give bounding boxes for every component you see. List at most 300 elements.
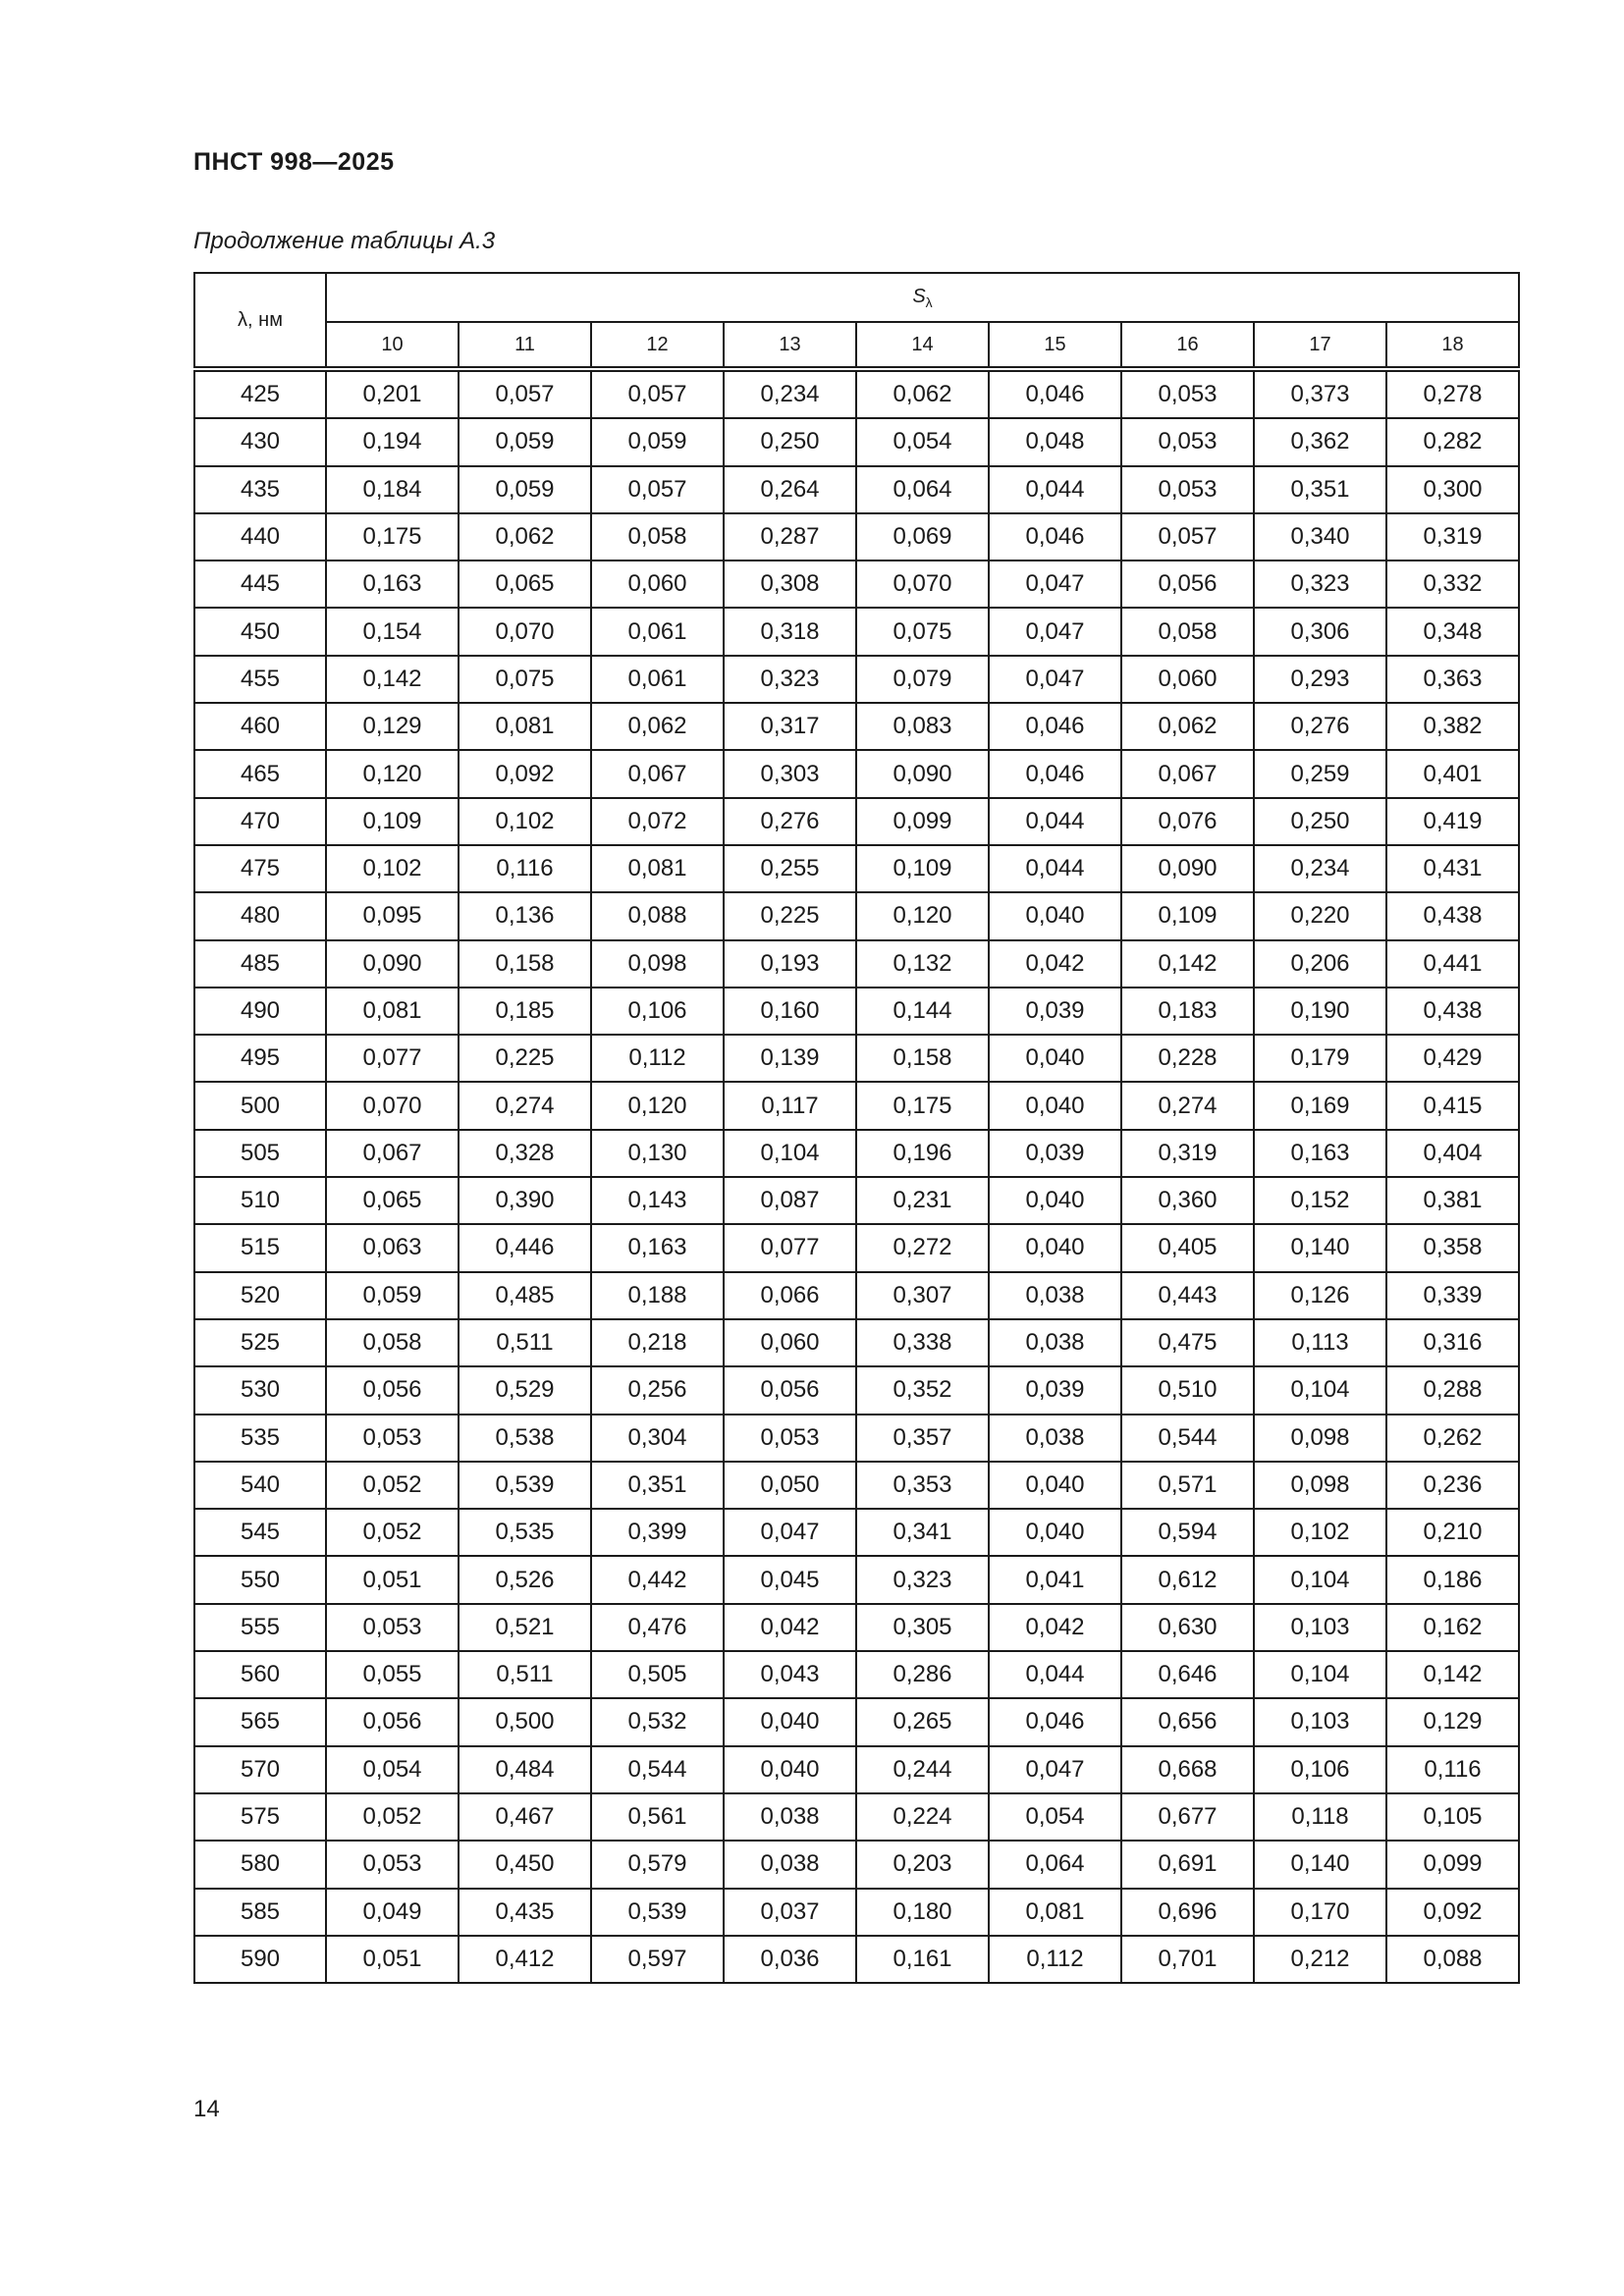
wavelength-cell: 565 <box>194 1698 326 1745</box>
value-cell: 0,062 <box>459 513 591 561</box>
value-cell: 0,038 <box>724 1841 856 1888</box>
wavelength-cell: 530 <box>194 1366 326 1414</box>
value-cell: 0,597 <box>591 1936 724 1983</box>
value-cell: 0,069 <box>856 513 989 561</box>
value-cell: 0,079 <box>856 656 989 703</box>
value-cell: 0,276 <box>724 798 856 845</box>
value-cell: 0,054 <box>989 1793 1121 1841</box>
value-cell: 0,535 <box>459 1509 591 1556</box>
value-cell: 0,061 <box>591 608 724 655</box>
value-cell: 0,510 <box>1121 1366 1254 1414</box>
value-cell: 0,040 <box>989 1035 1121 1082</box>
value-cell: 0,668 <box>1121 1746 1254 1793</box>
value-cell: 0,061 <box>591 656 724 703</box>
value-cell: 0,532 <box>591 1698 724 1745</box>
wavelength-cell: 430 <box>194 418 326 465</box>
table-row <box>194 608 1519 655</box>
value-cell: 0,063 <box>326 1224 459 1271</box>
value-cell: 0,070 <box>326 1082 459 1129</box>
value-cell: 0,088 <box>1386 1936 1519 1983</box>
value-cell: 0,511 <box>459 1651 591 1698</box>
value-cell: 0,041 <box>989 1556 1121 1603</box>
value-cell: 0,194 <box>326 418 459 465</box>
wavelength-cell: 580 <box>194 1841 326 1888</box>
value-cell: 0,152 <box>1254 1177 1386 1224</box>
value-cell: 0,129 <box>1386 1698 1519 1745</box>
value-cell: 0,106 <box>591 988 724 1035</box>
value-cell: 0,319 <box>1386 513 1519 561</box>
value-cell: 0,161 <box>856 1936 989 1983</box>
table-row <box>194 1462 1519 1509</box>
value-cell: 0,539 <box>459 1462 591 1509</box>
value-cell: 0,064 <box>856 466 989 513</box>
value-cell: 0,332 <box>1386 561 1519 608</box>
document-code: ПНСТ 998—2025 <box>193 148 395 176</box>
value-cell: 0,212 <box>1254 1936 1386 1983</box>
table-row <box>194 1793 1519 1841</box>
value-cell: 0,405 <box>1121 1224 1254 1271</box>
value-cell: 0,047 <box>724 1509 856 1556</box>
column-header-10: 10 <box>326 322 459 369</box>
value-cell: 0,184 <box>326 466 459 513</box>
value-cell: 0,053 <box>326 1604 459 1651</box>
value-cell: 0,109 <box>856 845 989 892</box>
value-cell: 0,511 <box>459 1319 591 1366</box>
value-cell: 0,256 <box>591 1366 724 1414</box>
value-cell: 0,075 <box>856 608 989 655</box>
value-cell: 0,047 <box>989 1746 1121 1793</box>
value-cell: 0,163 <box>1254 1130 1386 1177</box>
value-cell: 0,143 <box>591 1177 724 1224</box>
value-cell: 0,038 <box>989 1415 1121 1462</box>
value-cell: 0,265 <box>856 1698 989 1745</box>
value-cell: 0,104 <box>724 1130 856 1177</box>
value-cell: 0,103 <box>1254 1604 1386 1651</box>
wavelength-cell: 440 <box>194 513 326 561</box>
column-header-14: 14 <box>856 322 989 369</box>
value-cell: 0,475 <box>1121 1319 1254 1366</box>
value-cell: 0,054 <box>856 418 989 465</box>
value-cell: 0,129 <box>326 703 459 750</box>
value-cell: 0,390 <box>459 1177 591 1224</box>
table-row <box>194 1272 1519 1319</box>
value-cell: 0,060 <box>1121 656 1254 703</box>
table-row <box>194 703 1519 750</box>
value-cell: 0,062 <box>1121 703 1254 750</box>
value-cell: 0,048 <box>989 418 1121 465</box>
value-cell: 0,274 <box>1121 1082 1254 1129</box>
spectral-group-subscript: λ <box>925 294 933 310</box>
value-cell: 0,055 <box>326 1651 459 1698</box>
wavelength-cell: 450 <box>194 608 326 655</box>
value-cell: 0,323 <box>1254 561 1386 608</box>
value-cell: 0,236 <box>1386 1462 1519 1509</box>
table-row <box>194 1319 1519 1366</box>
value-cell: 0,467 <box>459 1793 591 1841</box>
wavelength-cell: 505 <box>194 1130 326 1177</box>
value-cell: 0,352 <box>856 1366 989 1414</box>
value-cell: 0,039 <box>989 988 1121 1035</box>
value-cell: 0,053 <box>1121 369 1254 418</box>
value-cell: 0,066 <box>724 1272 856 1319</box>
value-cell: 0,102 <box>326 845 459 892</box>
value-cell: 0,701 <box>1121 1936 1254 1983</box>
value-cell: 0,059 <box>459 418 591 465</box>
value-cell: 0,250 <box>724 418 856 465</box>
value-cell: 0,036 <box>724 1936 856 1983</box>
value-cell: 0,328 <box>459 1130 591 1177</box>
value-cell: 0,244 <box>856 1746 989 1793</box>
spectral-group-symbol: S <box>912 285 926 307</box>
value-cell: 0,206 <box>1254 940 1386 988</box>
column-header-13: 13 <box>724 322 856 369</box>
value-cell: 0,053 <box>1121 466 1254 513</box>
value-cell: 0,677 <box>1121 1793 1254 1841</box>
value-cell: 0,339 <box>1386 1272 1519 1319</box>
value-cell: 0,083 <box>856 703 989 750</box>
value-cell: 0,160 <box>724 988 856 1035</box>
value-cell: 0,338 <box>856 1319 989 1366</box>
value-cell: 0,154 <box>326 608 459 655</box>
column-header-15: 15 <box>989 322 1121 369</box>
value-cell: 0,401 <box>1386 750 1519 797</box>
value-cell: 0,360 <box>1121 1177 1254 1224</box>
value-cell: 0,300 <box>1386 466 1519 513</box>
value-cell: 0,092 <box>459 750 591 797</box>
value-cell: 0,500 <box>459 1698 591 1745</box>
value-cell: 0,142 <box>1121 940 1254 988</box>
value-cell: 0,317 <box>724 703 856 750</box>
value-cell: 0,057 <box>459 369 591 418</box>
value-cell: 0,052 <box>326 1509 459 1556</box>
wavelength-cell: 500 <box>194 1082 326 1129</box>
wavelength-cell: 535 <box>194 1415 326 1462</box>
value-cell: 0,038 <box>989 1272 1121 1319</box>
value-cell: 0,109 <box>326 798 459 845</box>
value-cell: 0,163 <box>591 1224 724 1271</box>
table-row <box>194 561 1519 608</box>
value-cell: 0,175 <box>856 1082 989 1129</box>
value-cell: 0,382 <box>1386 703 1519 750</box>
value-cell: 0,278 <box>1386 369 1519 418</box>
value-cell: 0,293 <box>1254 656 1386 703</box>
value-cell: 0,381 <box>1386 1177 1519 1224</box>
value-cell: 0,144 <box>856 988 989 1035</box>
value-cell: 0,047 <box>989 561 1121 608</box>
value-cell: 0,140 <box>1254 1224 1386 1271</box>
wavelength-cell: 540 <box>194 1462 326 1509</box>
table-row <box>194 1936 1519 1983</box>
table-row <box>194 1651 1519 1698</box>
table-row <box>194 1035 1519 1082</box>
value-cell: 0,443 <box>1121 1272 1254 1319</box>
value-cell: 0,040 <box>989 1082 1121 1129</box>
value-cell: 0,090 <box>1121 845 1254 892</box>
value-cell: 0,090 <box>856 750 989 797</box>
value-cell: 0,435 <box>459 1889 591 1936</box>
table-row <box>194 1698 1519 1745</box>
value-cell: 0,419 <box>1386 798 1519 845</box>
wavelength-cell: 465 <box>194 750 326 797</box>
wavelength-column-header: λ, нм <box>194 273 326 369</box>
value-cell: 0,142 <box>326 656 459 703</box>
value-cell: 0,210 <box>1386 1509 1519 1556</box>
wavelength-cell: 590 <box>194 1936 326 1983</box>
value-cell: 0,571 <box>1121 1462 1254 1509</box>
value-cell: 0,040 <box>989 892 1121 939</box>
value-cell: 0,203 <box>856 1841 989 1888</box>
value-cell: 0,696 <box>1121 1889 1254 1936</box>
value-cell: 0,319 <box>1121 1130 1254 1177</box>
value-cell: 0,450 <box>459 1841 591 1888</box>
value-cell: 0,054 <box>326 1746 459 1793</box>
value-cell: 0,476 <box>591 1604 724 1651</box>
value-cell: 0,070 <box>856 561 989 608</box>
value-cell: 0,099 <box>856 798 989 845</box>
wavelength-cell: 445 <box>194 561 326 608</box>
value-cell: 0,049 <box>326 1889 459 1936</box>
value-cell: 0,544 <box>591 1746 724 1793</box>
value-cell: 0,305 <box>856 1604 989 1651</box>
value-cell: 0,250 <box>1254 798 1386 845</box>
table-row <box>194 1177 1519 1224</box>
value-cell: 0,098 <box>1254 1462 1386 1509</box>
value-cell: 0,040 <box>989 1177 1121 1224</box>
table-row <box>194 1415 1519 1462</box>
value-cell: 0,341 <box>856 1509 989 1556</box>
value-cell: 0,351 <box>1254 466 1386 513</box>
value-cell: 0,118 <box>1254 1793 1386 1841</box>
value-cell: 0,117 <box>724 1082 856 1129</box>
value-cell: 0,081 <box>326 988 459 1035</box>
value-cell: 0,120 <box>856 892 989 939</box>
value-cell: 0,183 <box>1121 988 1254 1035</box>
wavelength-cell: 545 <box>194 1509 326 1556</box>
column-header-11: 11 <box>459 322 591 369</box>
value-cell: 0,140 <box>1254 1841 1386 1888</box>
value-cell: 0,505 <box>591 1651 724 1698</box>
value-cell: 0,646 <box>1121 1651 1254 1698</box>
column-header-16: 16 <box>1121 322 1254 369</box>
table-row <box>194 1604 1519 1651</box>
value-cell: 0,429 <box>1386 1035 1519 1082</box>
value-cell: 0,095 <box>326 892 459 939</box>
value-cell: 0,062 <box>591 703 724 750</box>
value-cell: 0,042 <box>989 940 1121 988</box>
value-cell: 0,412 <box>459 1936 591 1983</box>
value-cell: 0,056 <box>1121 561 1254 608</box>
table-row <box>194 466 1519 513</box>
value-cell: 0,057 <box>1121 513 1254 561</box>
value-cell: 0,052 <box>326 1462 459 1509</box>
wavelength-cell: 485 <box>194 940 326 988</box>
value-cell: 0,116 <box>1386 1746 1519 1793</box>
wavelength-cell: 455 <box>194 656 326 703</box>
wavelength-cell: 510 <box>194 1177 326 1224</box>
value-cell: 0,175 <box>326 513 459 561</box>
value-cell: 0,539 <box>591 1889 724 1936</box>
table-row <box>194 656 1519 703</box>
value-cell: 0,303 <box>724 750 856 797</box>
value-cell: 0,357 <box>856 1415 989 1462</box>
value-cell: 0,058 <box>591 513 724 561</box>
value-cell: 0,067 <box>591 750 724 797</box>
value-cell: 0,318 <box>724 608 856 655</box>
value-cell: 0,363 <box>1386 656 1519 703</box>
value-cell: 0,259 <box>1254 750 1386 797</box>
value-cell: 0,040 <box>724 1698 856 1745</box>
value-cell: 0,561 <box>591 1793 724 1841</box>
value-cell: 0,274 <box>459 1082 591 1129</box>
value-cell: 0,276 <box>1254 703 1386 750</box>
value-cell: 0,188 <box>591 1272 724 1319</box>
wavelength-cell: 555 <box>194 1604 326 1651</box>
value-cell: 0,038 <box>989 1319 1121 1366</box>
value-cell: 0,060 <box>591 561 724 608</box>
value-cell: 0,040 <box>989 1462 1121 1509</box>
value-cell: 0,052 <box>326 1793 459 1841</box>
value-cell: 0,104 <box>1254 1556 1386 1603</box>
value-cell: 0,316 <box>1386 1319 1519 1366</box>
value-cell: 0,579 <box>591 1841 724 1888</box>
value-cell: 0,286 <box>856 1651 989 1698</box>
table-row <box>194 798 1519 845</box>
value-cell: 0,323 <box>724 656 856 703</box>
value-cell: 0,218 <box>591 1319 724 1366</box>
value-cell: 0,075 <box>459 656 591 703</box>
value-cell: 0,043 <box>724 1651 856 1698</box>
column-header-17: 17 <box>1254 322 1386 369</box>
value-cell: 0,053 <box>326 1415 459 1462</box>
value-cell: 0,059 <box>459 466 591 513</box>
value-cell: 0,067 <box>1121 750 1254 797</box>
table-row <box>194 369 1519 418</box>
value-cell: 0,630 <box>1121 1604 1254 1651</box>
value-cell: 0,234 <box>1254 845 1386 892</box>
value-cell: 0,056 <box>326 1366 459 1414</box>
value-cell: 0,288 <box>1386 1366 1519 1414</box>
wavelength-cell: 490 <box>194 988 326 1035</box>
table-row <box>194 1889 1519 1936</box>
spectral-data-table <box>193 272 1520 1984</box>
spectral-group-header <box>326 273 1519 322</box>
value-cell: 0,064 <box>989 1841 1121 1888</box>
value-cell: 0,053 <box>724 1415 856 1462</box>
value-cell: 0,116 <box>459 845 591 892</box>
value-cell: 0,120 <box>326 750 459 797</box>
value-cell: 0,104 <box>1254 1366 1386 1414</box>
value-cell: 0,053 <box>326 1841 459 1888</box>
value-cell: 0,051 <box>326 1556 459 1603</box>
value-cell: 0,186 <box>1386 1556 1519 1603</box>
value-cell: 0,348 <box>1386 608 1519 655</box>
value-cell: 0,067 <box>326 1130 459 1177</box>
value-cell: 0,047 <box>989 656 1121 703</box>
value-cell: 0,057 <box>591 466 724 513</box>
value-cell: 0,039 <box>989 1130 1121 1177</box>
value-cell: 0,190 <box>1254 988 1386 1035</box>
table-body <box>194 369 1519 1983</box>
value-cell: 0,196 <box>856 1130 989 1177</box>
value-cell: 0,070 <box>459 608 591 655</box>
value-cell: 0,042 <box>724 1604 856 1651</box>
value-cell: 0,098 <box>1254 1415 1386 1462</box>
wavelength-cell: 585 <box>194 1889 326 1936</box>
value-cell: 0,130 <box>591 1130 724 1177</box>
value-cell: 0,039 <box>989 1366 1121 1414</box>
wavelength-cell: 560 <box>194 1651 326 1698</box>
value-cell: 0,656 <box>1121 1698 1254 1745</box>
value-cell: 0,304 <box>591 1415 724 1462</box>
value-cell: 0,158 <box>459 940 591 988</box>
value-cell: 0,065 <box>326 1177 459 1224</box>
value-cell: 0,431 <box>1386 845 1519 892</box>
value-cell: 0,059 <box>326 1272 459 1319</box>
value-cell: 0,225 <box>724 892 856 939</box>
value-cell: 0,404 <box>1386 1130 1519 1177</box>
value-cell: 0,072 <box>591 798 724 845</box>
wavelength-cell: 475 <box>194 845 326 892</box>
wavelength-cell: 570 <box>194 1746 326 1793</box>
table-row <box>194 750 1519 797</box>
value-cell: 0,081 <box>459 703 591 750</box>
value-cell: 0,136 <box>459 892 591 939</box>
value-cell: 0,179 <box>1254 1035 1386 1082</box>
value-cell: 0,102 <box>1254 1509 1386 1556</box>
value-cell: 0,185 <box>459 988 591 1035</box>
value-cell: 0,051 <box>326 1936 459 1983</box>
value-cell: 0,120 <box>591 1082 724 1129</box>
value-cell: 0,044 <box>989 1651 1121 1698</box>
value-cell: 0,521 <box>459 1604 591 1651</box>
value-cell: 0,037 <box>724 1889 856 1936</box>
value-cell: 0,264 <box>724 466 856 513</box>
wavelength-cell: 550 <box>194 1556 326 1603</box>
value-cell: 0,112 <box>591 1035 724 1082</box>
value-cell: 0,308 <box>724 561 856 608</box>
value-cell: 0,103 <box>1254 1698 1386 1745</box>
value-cell: 0,612 <box>1121 1556 1254 1603</box>
value-cell: 0,307 <box>856 1272 989 1319</box>
value-cell: 0,158 <box>856 1035 989 1082</box>
table-row <box>194 1556 1519 1603</box>
value-cell: 0,081 <box>591 845 724 892</box>
value-cell: 0,109 <box>1121 892 1254 939</box>
value-cell: 0,442 <box>591 1556 724 1603</box>
value-cell: 0,340 <box>1254 513 1386 561</box>
page-number: 14 <box>193 2096 220 2122</box>
column-header-18: 18 <box>1386 322 1519 369</box>
value-cell: 0,076 <box>1121 798 1254 845</box>
table-row <box>194 988 1519 1035</box>
column-header-12: 12 <box>591 322 724 369</box>
value-cell: 0,099 <box>1386 1841 1519 1888</box>
table-row <box>194 845 1519 892</box>
value-cell: 0,090 <box>326 940 459 988</box>
value-cell: 0,044 <box>989 845 1121 892</box>
value-cell: 0,446 <box>459 1224 591 1271</box>
wavelength-cell: 495 <box>194 1035 326 1082</box>
value-cell: 0,045 <box>724 1556 856 1603</box>
value-cell: 0,046 <box>989 703 1121 750</box>
value-cell: 0,234 <box>724 369 856 418</box>
value-cell: 0,047 <box>989 608 1121 655</box>
value-cell: 0,092 <box>1386 1889 1519 1936</box>
table-row <box>194 1366 1519 1414</box>
value-cell: 0,040 <box>989 1224 1121 1271</box>
value-cell: 0,438 <box>1386 988 1519 1035</box>
table-row <box>194 1082 1519 1129</box>
